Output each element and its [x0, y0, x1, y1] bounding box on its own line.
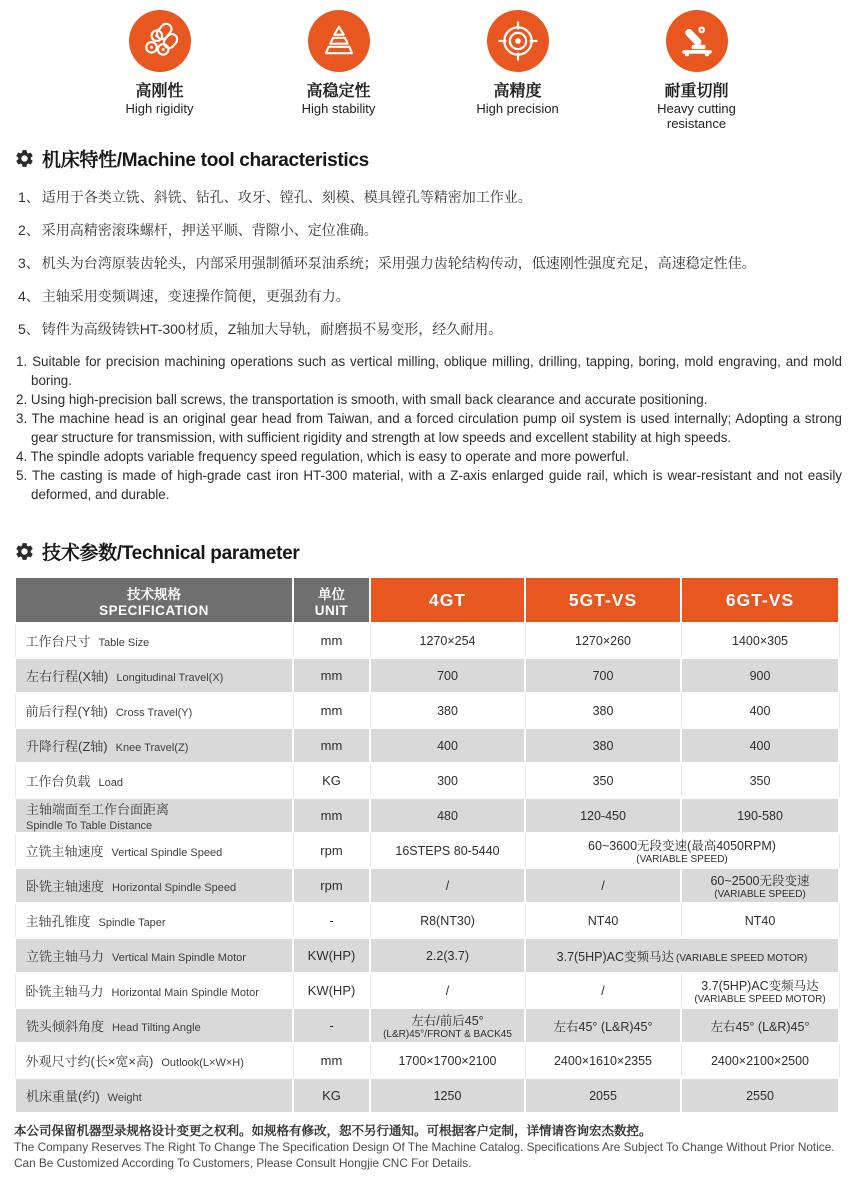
unit-cell: KG — [293, 1078, 370, 1113]
value-cell: NT40 — [525, 903, 681, 938]
value-cell-merged: 3.7(5HP)AC变频马达 (VARIABLE SPEED MOTOR) — [525, 938, 839, 973]
list-item: 5、 铸件为高级铸铁HT-300材质，Z轴加大导轨，耐磨损不易变形，经久耐用。 — [18, 321, 503, 338]
value-cell: 400 — [681, 728, 839, 763]
gear-icon — [14, 148, 35, 169]
header-model-4gt: 4GT — [370, 577, 525, 623]
value-cell: 左右/前后45° (L&R)45°/FRONT & BACK45 — [370, 1008, 525, 1043]
feature-label-zh: 高稳定性 — [306, 83, 371, 100]
table-row — [15, 623, 839, 658]
disclaimer-en: The Company Reserves The Right To Change The Specification Design Of The Machine Catalog. Specifications Are Subject To Change Without Prior Notice. Can Be Customized According To Customers, Please Consult Hongjie CNC For Details. — [14, 1140, 835, 1170]
table-row — [15, 763, 839, 798]
table-row — [15, 868, 839, 903]
cutoff-saw-icon — [666, 10, 728, 72]
list-item: 5. The casting is made of high-grade cast iron HT-300 material, with a Z-axis enlarged guide rail, which is wear-resistant and not easily deformed, and durable. — [16, 468, 842, 503]
value-cell: 左右45° (L&R)45° — [681, 1008, 839, 1043]
section-title-text: 技术参数/Technical parameter — [42, 543, 300, 565]
table-row — [15, 693, 839, 728]
list-item: 2. Using high-precision ball screws, the transportation is smooth, with small back clearance and accurate positioning. — [16, 392, 708, 408]
value-cell: 2400×2100×2500 — [681, 1043, 839, 1078]
spec-cell: 工作台尺寸 Table Size — [15, 623, 293, 658]
value-cell: 2400×1610×2355 — [525, 1043, 681, 1078]
value-cell: 1270×260 — [525, 623, 681, 658]
unit-cell: - — [293, 1008, 370, 1043]
spec-cell: 主轴端面至工作台面距离Spindle To Table Distance — [15, 798, 293, 833]
value-cell: / — [525, 973, 681, 1008]
feature-label-zh: 高刚性 — [135, 83, 184, 100]
table-row — [15, 973, 839, 1008]
spec-cell: 工作台负载 Load — [15, 763, 293, 798]
disclaimer — [14, 1121, 842, 1171]
feature-label-en: High precision — [476, 101, 559, 116]
spec-cell: 左右行程(X轴) Longitudinal Travel(X) — [15, 658, 293, 693]
value-cell: 380 — [525, 728, 681, 763]
value-cell: 350 — [525, 763, 681, 798]
unit-cell: rpm — [293, 868, 370, 903]
table-row — [15, 833, 839, 868]
unit-cell: mm — [293, 728, 370, 763]
value-cell: 700 — [370, 658, 525, 693]
feature-high-precision — [428, 10, 607, 131]
unit-cell: mm — [293, 623, 370, 658]
feature-label-zh: 高精度 — [493, 83, 542, 100]
value-cell: 380 — [525, 693, 681, 728]
section-characteristics-title — [14, 145, 842, 172]
value-cell: 480 — [370, 798, 525, 833]
header-model-5gt-vs: 5GT-VS — [525, 577, 681, 623]
value-cell: 700 — [525, 658, 681, 693]
rollers-icon — [129, 10, 191, 72]
specification-table — [14, 576, 840, 1114]
feature-high-rigidity — [70, 10, 249, 131]
list-item: 2、 采用高精密滚珠螺杆，押送平顺、背隙小、定位准确。 — [18, 222, 378, 239]
value-cell: 350 — [681, 763, 839, 798]
spec-cell: 前后行程(Y轴) Cross Travel(Y) — [15, 693, 293, 728]
list-item: 1、 适用于各类立铣、斜铣、钻孔、攻牙、镗孔、刻模、模具镗孔等精密加工作业。 — [18, 189, 532, 206]
spec-cell: 外观尺寸约(长×宽×高) Outlook(L×W×H) — [15, 1043, 293, 1078]
table-row — [15, 903, 839, 938]
spec-cell: 卧铣主轴速度 Horizontal Spindle Speed — [15, 868, 293, 903]
unit-cell: KG — [293, 763, 370, 798]
table-row — [15, 938, 839, 973]
header-unit: 单位 UNIT — [293, 577, 370, 623]
value-cell: / — [525, 868, 681, 903]
table-header-row — [15, 577, 839, 623]
value-cell: 1270×254 — [370, 623, 525, 658]
list-item: 4. The spindle adopts variable frequency speed regulation, which is easy to operate and more powerful. — [16, 449, 630, 465]
value-cell: 120-450 — [525, 798, 681, 833]
value-cell: 1250 — [370, 1078, 525, 1113]
value-cell: 1700×1700×2100 — [370, 1043, 525, 1078]
value-cell: 2055 — [525, 1078, 681, 1113]
value-cell: 380 — [370, 693, 525, 728]
spec-cell: 卧铣主轴马力 Horizontal Main Spindle Motor — [15, 973, 293, 1008]
header-model-6gt-vs: 6GT-VS — [681, 577, 839, 623]
feature-label-zh: 耐重切削 — [664, 83, 729, 100]
value-cell: 2.2(3.7) — [370, 938, 525, 973]
unit-cell: mm — [293, 1043, 370, 1078]
unit-cell: KW(HP) — [293, 973, 370, 1008]
table-row — [15, 1043, 839, 1078]
spec-cell: 机床重量(约) Weight — [15, 1078, 293, 1113]
feature-high-stability — [249, 10, 428, 131]
feature-label-en: High stability — [301, 101, 376, 116]
section-parameters-title — [14, 538, 842, 565]
feature-label-en: Heavy cutting resistance — [657, 101, 736, 131]
value-cell: / — [370, 973, 525, 1008]
spec-cell: 立铣主轴速度 Vertical Spindle Speed — [15, 833, 293, 868]
table-row — [15, 728, 839, 763]
value-cell: 900 — [681, 658, 839, 693]
value-cell: 400 — [370, 728, 525, 763]
value-cell-merged: 60~3600无段变速(最高4050RPM) (VARIABLE SPEED) — [525, 833, 839, 868]
pyramid-icon — [308, 10, 370, 72]
value-cell: / — [370, 868, 525, 903]
value-cell: 300 — [370, 763, 525, 798]
unit-cell: rpm — [293, 833, 370, 868]
value-cell: NT40 — [681, 903, 839, 938]
feature-heavy-cutting — [607, 10, 786, 131]
feature-label-en: High rigidity — [125, 101, 194, 116]
unit-cell: mm — [293, 658, 370, 693]
list-item: 1. Suitable for precision machining operations such as vertical milling, oblique milling, drilling, tapping, boring, mold engraving, and mold boring. — [16, 354, 842, 389]
list-item: 3、 机头为台湾原装齿轮头，内部采用强制循环泵油系统；采用强力齿轮结构传动，低速刚性强度充足，高速稳定性佳。 — [18, 255, 756, 272]
value-cell: 左右45° (L&R)45° — [525, 1008, 681, 1043]
table-row — [15, 798, 839, 833]
unit-cell: KW(HP) — [293, 938, 370, 973]
value-cell: 3.7(5HP)AC变频马达 (VARIABLE SPEED MOTOR) — [681, 973, 839, 1008]
table-row — [15, 658, 839, 693]
table-row — [15, 1078, 839, 1113]
unit-cell: mm — [293, 798, 370, 833]
feature-badges-row — [70, 10, 786, 131]
spec-cell: 升降行程(Z轴) Knee Travel(Z) — [15, 728, 293, 763]
value-cell: 16STEPS 80-5440 — [370, 833, 525, 868]
characteristics-en-list — [16, 352, 842, 504]
unit-cell: - — [293, 903, 370, 938]
value-cell: 1400×305 — [681, 623, 839, 658]
header-specification: 技术规格 SPECIFICATION — [15, 577, 293, 623]
section-title-text: 机床特性/Machine tool characteristics — [42, 150, 369, 172]
disclaimer-zh: 本公司保留机器型录规格设计变更之权利。如规格有修改，恕不另行通知。可根据客户定制，详情请咨询宏杰数控。 — [14, 1124, 652, 1139]
value-cell: 190-580 — [681, 798, 839, 833]
list-item: 4、 主轴采用变频调速，变速操作简便，更强劲有力。 — [18, 288, 350, 305]
list-item: 3. The machine head is an original gear head from Taiwan, and a forced circulation pump oil system is used internally; Adopting a strong gear structure for transmission, with sufficient rigidity and strength at low speeds and excellent stability at high speeds. — [16, 411, 842, 446]
spec-cell: 主轴孔锥度 Spindle Taper — [15, 903, 293, 938]
value-cell: 400 — [681, 693, 839, 728]
value-cell: 60~2500无段变速 (VARIABLE SPEED) — [681, 868, 839, 903]
unit-cell: mm — [293, 693, 370, 728]
spec-cell: 立铣主轴马力 Vertical Main Spindle Motor — [15, 938, 293, 973]
characteristics-zh-list — [18, 187, 842, 339]
gear-icon — [14, 541, 35, 562]
value-cell: R8(NT30) — [370, 903, 525, 938]
target-icon — [487, 10, 549, 72]
spec-cell: 铣头倾斜角度 Head Tilting Angle — [15, 1008, 293, 1043]
table-row — [15, 1008, 839, 1043]
value-cell: 2550 — [681, 1078, 839, 1113]
